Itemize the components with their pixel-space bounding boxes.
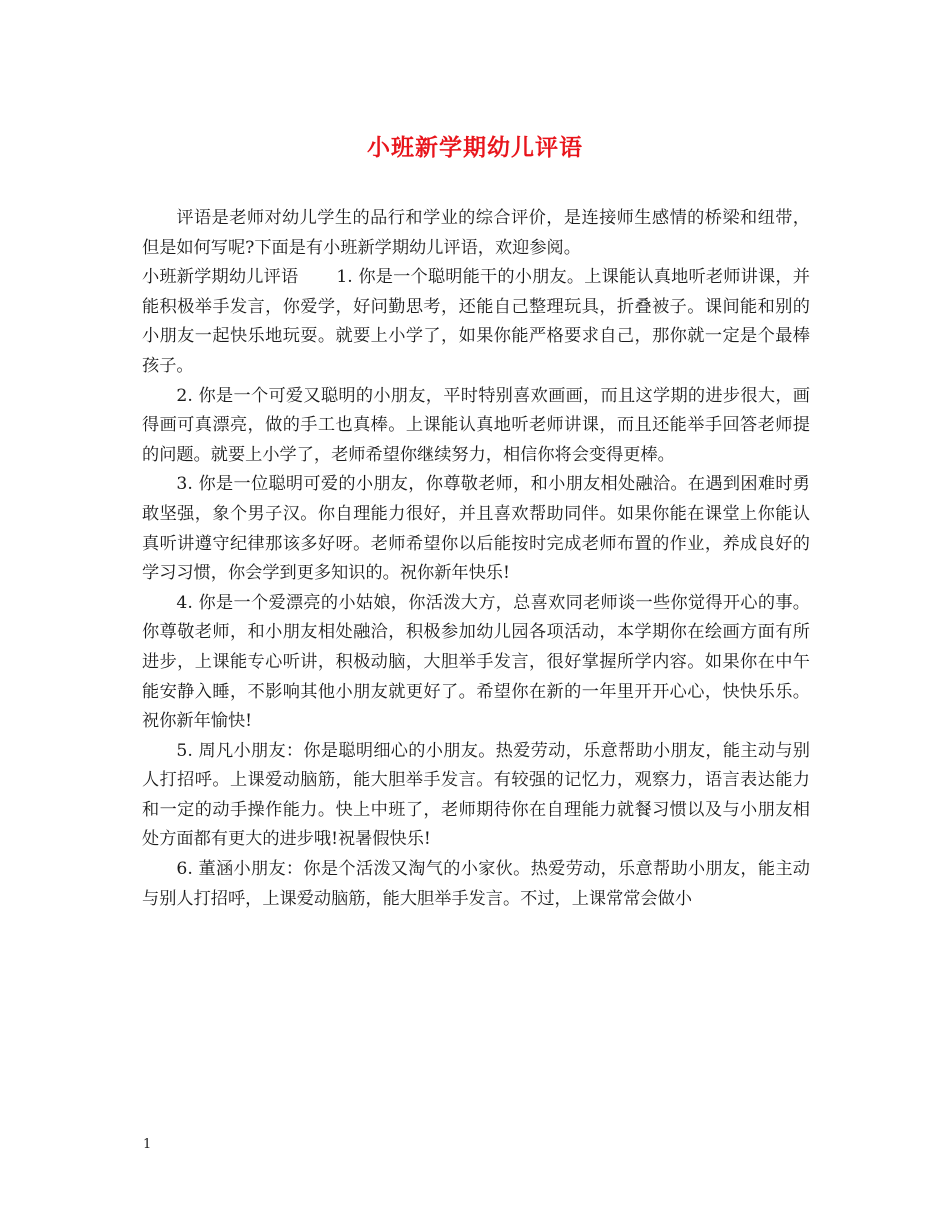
entry-3: 3. 你是一位聪明可爱的小朋友，你尊敬老师，和小朋友相处融洽。在遇到困难时勇敢坚强，象个男子汉。你自理能力很好，并且喜欢帮助同伴。如果你能在课堂上你能认真听讲遵守纪律那该多好呀。老师希望你以后能按时完成老师布置的作业，养成良好的学习习惯，你会学到更多知识的。祝你新年快乐!: [142, 474, 810, 584]
entry-1: 1. 你是一个聪明能干的小朋友。上课能认真地听老师讲课，并能积极举手发言，你爱学，好问勤思考，还能自己整理玩具，折叠被子。课间能和别的小朋友一起快乐地玩耍。就要上小学了，如果你能严格要求自己，那你就一定是个最棒孩子。: [142, 267, 810, 376]
document-body: [142, 204, 810, 914]
entry-5: 5. 周凡小朋友：你是聪明细心的小朋友。热爱劳动，乐意帮助小朋友，能主动与别人打招呼。上课爱动脑筋，能大胆举手发言。有较强的记忆力，观察力，语言表达能力和一定的动手操作能力。快上中班了，老师期待你在自理能力就餐习惯以及与小朋友相处方面都有更大的进步哦!祝暑假快乐!: [142, 740, 810, 850]
entry-2: 2. 你是一个可爱又聪明的小朋友，平时特别喜欢画画，而且这学期的进步很大，画得画可真漂亮，做的手工也真棒。上课能认真地听老师讲课，而且还能举手回答老师提的问题。就要上小学了，老师希望你继续努力，相信你将会变得更棒。: [142, 385, 810, 465]
entry-4: 4. 你是一个爱漂亮的小姑娘，你活泼大方，总喜欢同老师谈一些你觉得开心的事。你尊敬老师，和小朋友相处融洽，积极参加幼儿园各项活动，本学期你在绘画方面有所进步，上课能专心听讲，积极动脑，大胆举手发言，很好掌握所学内容。如果你在中午能安静入睡，不影响其他小朋友就更好了。希望你在新的一年里开开心心，快快乐乐。祝你新年愉快!: [142, 592, 810, 732]
entry-6: 6. 董涵小朋友：你是个活泼又淘气的小家伙。热爱劳动，乐意帮助小朋友，能主动与别人打招呼，上课爱动脑筋，能大胆举手发言。不过，上课常常会做小: [142, 859, 810, 909]
first-entry-paragraph: [142, 263, 810, 381]
page-number: 1: [143, 1137, 152, 1152]
subheading: 小班新学期幼儿评语: [142, 267, 299, 288]
intro-paragraph: 评语是老师对幼儿学生的品行和学业的综合评价，是连接师生感情的桥梁和纽带，但是如何写呢?下面是有小班新学期幼儿评语，欢迎参阅。: [142, 208, 810, 258]
document-title: 小班新学期幼儿评语: [367, 134, 583, 161]
